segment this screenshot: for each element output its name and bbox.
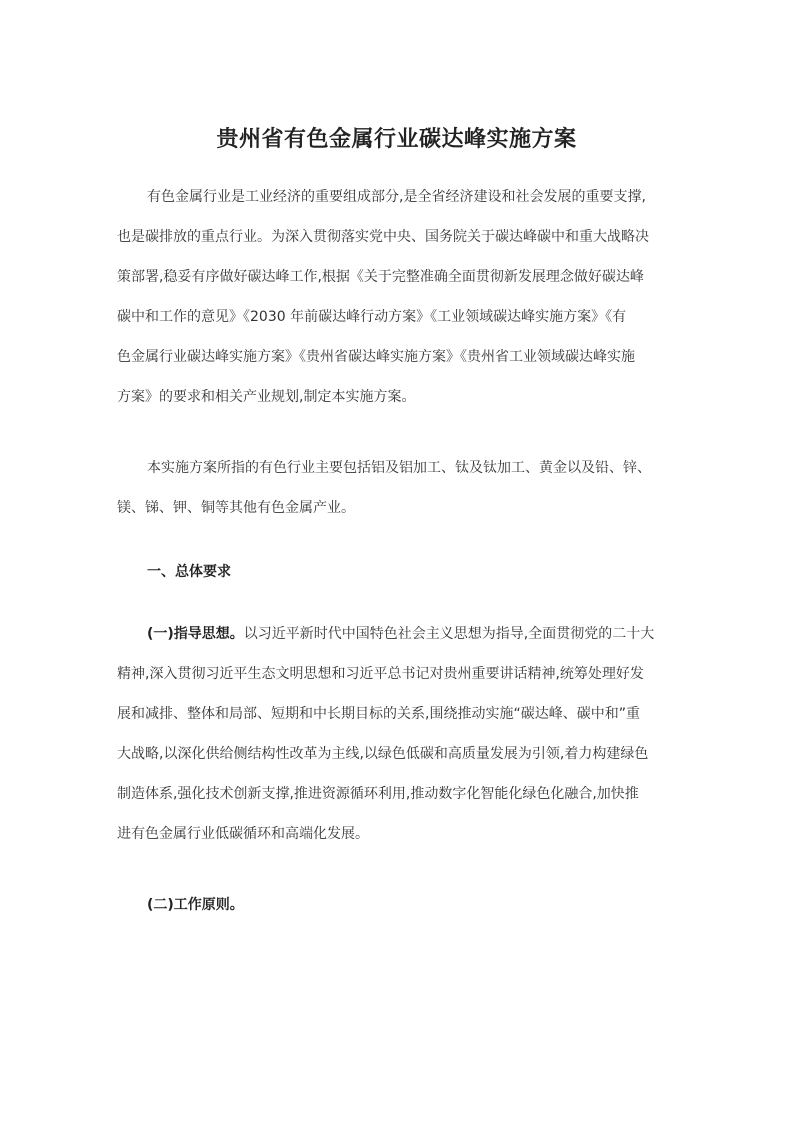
text-line: 策部署,稳妥有序做好碳达峰工作,根据《关于完整准确全面贯彻新发展理念做好碳达峰 [117,269,644,285]
text-line: 进有色金属行业低碳循环和高端化发展。 [117,826,369,842]
text-line: 碳中和工作的意见》《2030 年前碳达峰行动方案》《工业领域碳达峰实施方案》《有 [117,309,627,325]
section-heading: 一、总体要求 [147,564,231,580]
text-line: 镁、锑、钾、铜等其他有色金属产业。 [117,500,355,516]
text-line: 大战略,以深化供给侧结构性改革为主线,以绿色低碳和高质量发展为引领,着力构建绿色 [117,746,649,762]
text-line: 有色金属行业是工业经济的重要组成部分,是全省经济建设和社会发展的重要支撑, [147,189,646,205]
text-line: 方案》的要求和相关产业规划,制定本实施方案。 [117,389,416,405]
subsection-heading: (二)工作原则。 [147,897,244,913]
text-line: 制造体系,强化技术创新支撑,推进资源循环利用,推动数字化智能化绿色化融合,加快推 [117,786,639,802]
section-heading-general-requirements [117,559,677,599]
text-line: 色金属行业碳达峰实施方案》《贵州省碳达峰实施方案》《贵州省工业领域碳达峰实施 [117,349,635,365]
scope-paragraph [117,455,677,535]
text-line: 也是碳排放的重点行业。为深入贯彻落实党中央、国务院关于碳达峰碳中和重大战略决 [117,229,649,245]
working-principles-heading [117,892,677,932]
text-run: 以习近平新时代中国特色社会主义思想为指导,全面贯彻党的二十大 [243,626,655,642]
text-line: 展和减排、整体和局部、短期和中长期目标的关系,围绕推动实施“碳达峰、碳中和”重 [117,706,640,722]
document-title: 贵州省有色金属行业碳达峰实施方案 [216,127,577,152]
text-line: 精神,深入贯彻习近平生态文明思想和习近平总书记对贵州重要讲话精神,统筹处理好发 [117,666,644,682]
guiding-ideology-paragraph [117,621,677,861]
text-line [117,621,677,661]
subsection-label: (一)指导思想。 [147,626,244,642]
intro-paragraph [117,184,677,424]
text-line: 本实施方案所指的有色行业主要包括铝及铝加工、钛及钛加工、黄金以及铅、锌、 [147,460,651,476]
